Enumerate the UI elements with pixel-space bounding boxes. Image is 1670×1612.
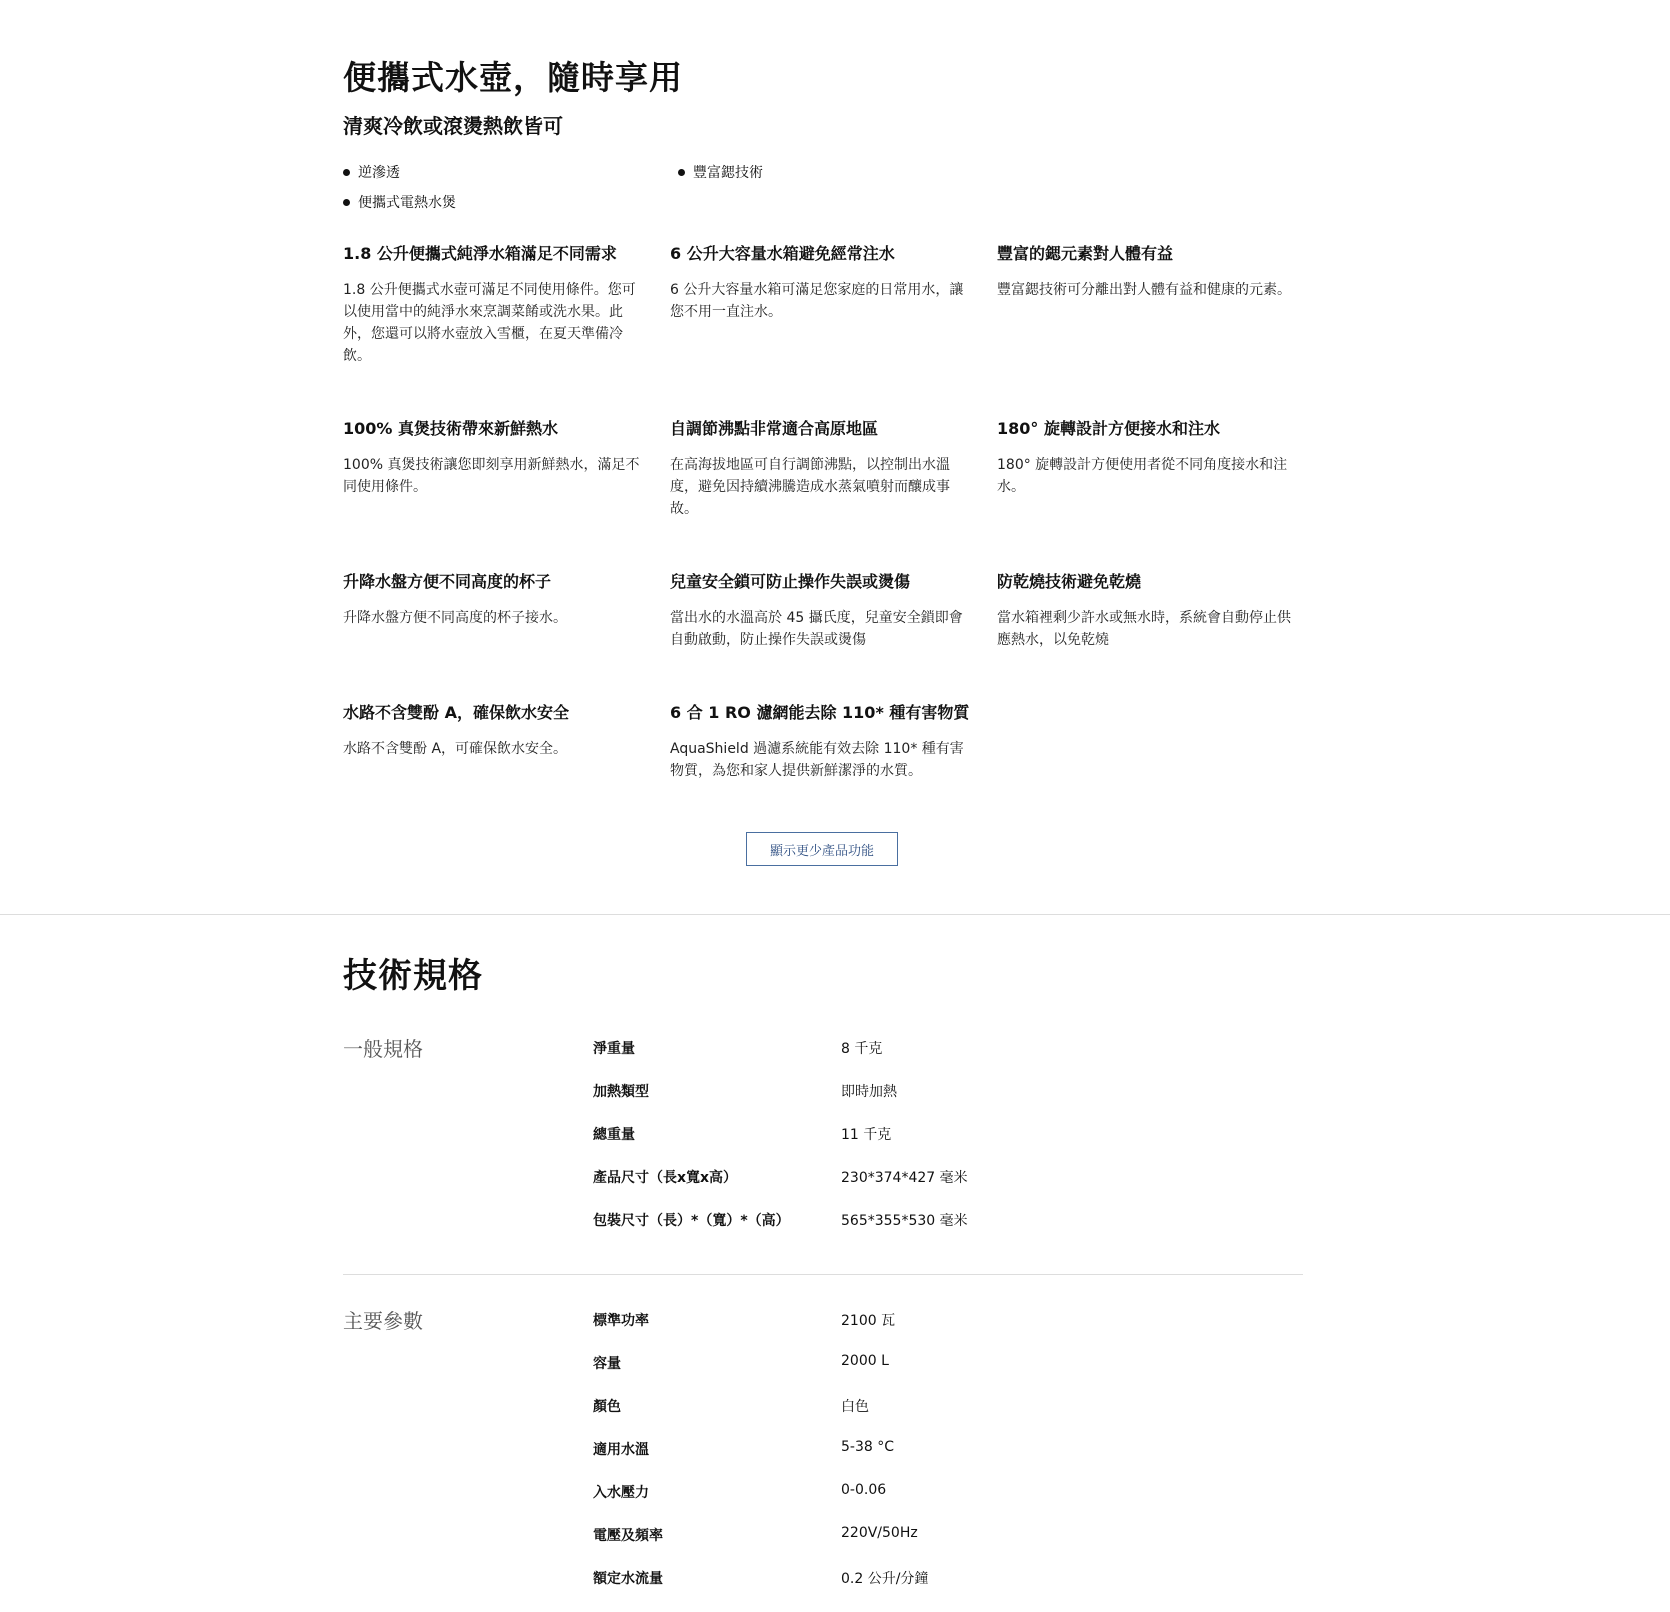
spec-value: 220V/50Hz <box>841 1525 918 1541</box>
spec-value: 565*355*530 毫米 <box>841 1213 968 1229</box>
feature-title: 6 合 1 RO 濾網能去除 110* 種有害物質 <box>670 703 970 722</box>
spec-label: 入水壓力 <box>593 1485 649 1501</box>
spec-row <box>593 1310 1293 1332</box>
spec-label: 標準功率 <box>593 1313 649 1329</box>
highlight-text: 逆滲透 <box>358 165 400 181</box>
feature-description: 豐富鍶技術可分離出對人體有益和健康的元素。 <box>997 282 1291 298</box>
feature-card <box>997 571 1297 651</box>
spec-label: 產品尺寸（長x寬x高） <box>593 1170 738 1186</box>
spec-label: 包裝尺寸（長）*（寬）*（高） <box>593 1213 790 1229</box>
spec-label: 電壓及頻率 <box>593 1528 663 1544</box>
feature-title: 水路不含雙酚 A，確保飲水安全 <box>343 703 569 722</box>
hero-subtitle: 清爽冷飲或滾燙熱飲皆可 <box>343 114 563 138</box>
spec-label: 容量 <box>593 1356 621 1372</box>
feature-description: 6 公升大容量水箱可滿足您家庭的日常用水，讓您不用一直注水。 <box>670 282 964 320</box>
spec-group-title: 主要參數 <box>343 1309 423 1333</box>
feature-card <box>670 571 970 651</box>
feature-title: 升降水盤方便不同高度的杯子 <box>343 572 552 591</box>
spec-value: 8 千克 <box>841 1041 883 1057</box>
feature-description: 升降水盤方便不同高度的杯子接水。 <box>343 610 567 626</box>
feature-card <box>670 702 970 782</box>
highlight-item <box>343 192 456 212</box>
feature-card <box>670 418 970 520</box>
feature-description: 1.8 公升便攜式水壺可滿足不同使用條件。您可以使用當中的純淨水來烹調菜餚或洗水果。此外，您還可以將水壺放入雪櫃，在夏天準備冷飲。 <box>343 282 636 364</box>
feature-description: AquaShield 過濾系統能有效去除 110* 種有害物質，為您和家人提供新鮮潔淨的水質。 <box>670 741 964 779</box>
feature-title: 100% 真煲技術帶來新鮮熱水 <box>343 419 559 438</box>
spec-value: 230*374*427 毫米 <box>841 1170 968 1186</box>
spec-value: 2100 瓦 <box>841 1313 896 1329</box>
bullet-dot-icon <box>678 169 685 176</box>
feature-description: 180° 旋轉設計方便使用者從不同角度接水和注水。 <box>997 457 1288 495</box>
section-divider <box>0 914 1670 915</box>
spec-group-title: 一般規格 <box>343 1037 423 1061</box>
feature-card <box>997 418 1297 498</box>
bullet-dot-icon <box>343 199 350 206</box>
spec-label: 加熱類型 <box>593 1084 649 1100</box>
spec-row <box>593 1482 1293 1504</box>
spec-label: 總重量 <box>593 1127 635 1143</box>
bullet-dot-icon <box>343 169 350 176</box>
spec-value: 5-38 °C <box>841 1439 894 1455</box>
spec-group-divider <box>343 1274 1303 1275</box>
highlight-item <box>678 162 763 182</box>
feature-title: 6 公升大容量水箱避免經常注水 <box>670 244 895 263</box>
feature-card <box>343 418 643 498</box>
feature-card <box>670 243 970 323</box>
spec-row <box>593 1525 1293 1547</box>
feature-title: 防乾燒技術避免乾燒 <box>997 572 1142 591</box>
spec-label: 顏色 <box>593 1399 621 1415</box>
highlight-item <box>343 162 400 182</box>
spec-value: 2000 L <box>841 1353 889 1369</box>
hero-title: 便攜式水壺，隨時享用 <box>343 58 683 97</box>
feature-card <box>343 702 643 760</box>
spec-value: 0-0.06 <box>841 1482 887 1498</box>
spec-value: 白色 <box>841 1399 869 1415</box>
feature-description: 當水箱裡剩少許水或無水時，系統會自動停止供應熱水，以免乾燒 <box>997 610 1291 648</box>
feature-title: 180° 旋轉設計方便接水和注水 <box>997 419 1220 438</box>
spec-row <box>593 1210 1293 1232</box>
spec-label: 額定水流量 <box>593 1571 663 1587</box>
spec-value: 0.2 公升/分鐘 <box>841 1571 929 1587</box>
feature-card <box>997 243 1297 301</box>
show-less-features-button[interactable]: 顯示更少產品功能 <box>746 832 898 866</box>
spec-row <box>593 1439 1293 1461</box>
spec-row <box>593 1568 1293 1590</box>
spec-row <box>593 1038 1293 1060</box>
feature-title: 自調節沸點非常適合高原地區 <box>670 419 879 438</box>
feature-card <box>343 243 643 367</box>
spec-row <box>593 1167 1293 1189</box>
spec-row <box>593 1124 1293 1146</box>
spec-row <box>593 1081 1293 1103</box>
spec-row <box>593 1396 1293 1418</box>
spec-value: 11 千克 <box>841 1127 892 1143</box>
highlight-text: 便攜式電熱水煲 <box>358 195 456 211</box>
feature-description: 100% 真煲技術讓您即刻享用新鮮熱水，滿足不同使用條件。 <box>343 457 640 495</box>
feature-card <box>343 571 643 629</box>
highlight-text: 豐富鍶技術 <box>693 165 763 181</box>
feature-description: 當出水的水溫高於 45 攝氏度，兒童安全鎖即會自動啟動，防止操作失誤或燙傷 <box>670 610 963 648</box>
specs-title: 技術規格 <box>343 956 483 996</box>
spec-row <box>593 1353 1293 1375</box>
spec-label: 淨重量 <box>593 1041 635 1057</box>
highlight-list <box>343 162 1043 222</box>
spec-value: 即時加熱 <box>841 1084 897 1100</box>
spec-label: 適用水溫 <box>593 1442 649 1458</box>
feature-title: 兒童安全鎖可防止操作失誤或燙傷 <box>670 572 911 591</box>
feature-title: 豐富的鍶元素對人體有益 <box>997 244 1174 263</box>
feature-description: 水路不含雙酚 A，可確保飲水安全。 <box>343 741 568 757</box>
feature-description: 在高海拔地區可自行調節沸點，以控制出水溫度，避免因持續沸騰造成水蒸氣噴射而釀成事故。 <box>670 457 950 517</box>
feature-title: 1.8 公升便攜式純淨水箱滿足不同需求 <box>343 244 617 263</box>
